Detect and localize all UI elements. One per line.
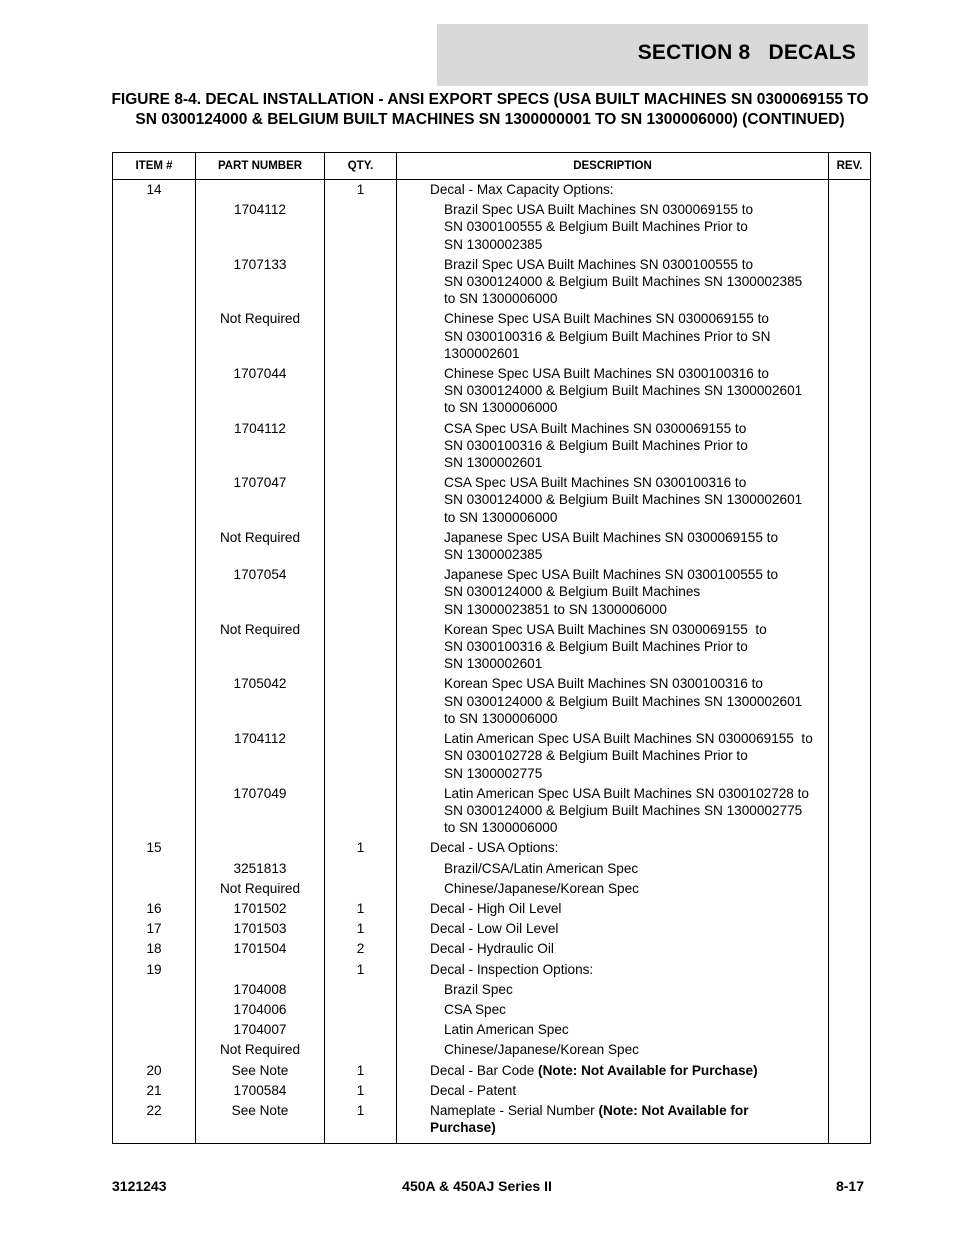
description: [397, 418, 829, 473]
revision: [829, 838, 871, 858]
quantity: 1: [325, 1060, 397, 1080]
item-number: [113, 473, 196, 528]
description-note: (Note: Not Available for Purchase): [538, 1062, 758, 1078]
item-number: 19: [113, 959, 196, 979]
revision: [829, 619, 871, 674]
part-number: 1705042: [196, 674, 325, 729]
table-row: [113, 959, 871, 979]
revision: [829, 527, 871, 564]
table-row: [113, 473, 871, 528]
quantity: 2: [325, 939, 397, 959]
part-number: 1701502: [196, 898, 325, 918]
description: [397, 309, 829, 364]
description: [397, 898, 829, 918]
table-row: [113, 1100, 871, 1143]
description-text: Decal - Hydraulic Oil: [430, 941, 554, 957]
table-row: [113, 919, 871, 939]
revision: [829, 364, 871, 419]
description: [397, 180, 829, 200]
part-number: 1707133: [196, 254, 325, 309]
revision: [829, 999, 871, 1019]
table-row: [113, 999, 871, 1019]
description: [397, 979, 829, 999]
part-number: 1700584: [196, 1080, 325, 1100]
item-number: [113, 783, 196, 838]
quantity: [325, 565, 397, 620]
item-number: [113, 999, 196, 1019]
table-row: [113, 254, 871, 309]
item-number: [113, 200, 196, 255]
description-text: Nameplate - Serial Number: [430, 1102, 599, 1118]
revision: [829, 1080, 871, 1100]
part-number: 1707044: [196, 364, 325, 419]
item-number: [113, 878, 196, 898]
item-number: [113, 729, 196, 784]
item-number: [113, 1040, 196, 1060]
revision: [829, 674, 871, 729]
description: [397, 878, 829, 898]
table-row: [113, 1060, 871, 1080]
part-number: 1707054: [196, 565, 325, 620]
item-number: [113, 364, 196, 419]
section-title: SECTION 8 DECALS: [637, 41, 856, 64]
description-text: Latin American Spec: [444, 1022, 569, 1038]
description-text: Decal - Bar Code: [430, 1062, 539, 1078]
item-number: [113, 527, 196, 564]
description: [397, 838, 829, 858]
revision: [829, 200, 871, 255]
description: [397, 959, 829, 979]
description: [397, 858, 829, 878]
quantity: [325, 527, 397, 564]
col-header-part-number: PART NUMBER: [196, 153, 325, 180]
description-text: Decal - Inspection Options:: [430, 961, 594, 977]
description: [397, 565, 829, 620]
description: [397, 1060, 829, 1080]
table-row: [113, 858, 871, 878]
quantity: 1: [325, 1080, 397, 1100]
quantity: [325, 200, 397, 255]
item-number: [113, 858, 196, 878]
section-banner: [437, 24, 868, 86]
description: [397, 1080, 829, 1100]
revision: [829, 783, 871, 838]
table-row: [113, 838, 871, 858]
description: [397, 1100, 829, 1143]
quantity: 1: [325, 838, 397, 858]
table-row: [113, 309, 871, 364]
quantity: [325, 979, 397, 999]
table-row: [113, 1040, 871, 1060]
table-row: [113, 674, 871, 729]
table-row: [113, 418, 871, 473]
quantity: [325, 783, 397, 838]
quantity: 1: [325, 1100, 397, 1143]
quantity: 1: [325, 959, 397, 979]
item-number: 21: [113, 1080, 196, 1100]
revision: [829, 919, 871, 939]
description-text: Brazil Spec USA Built Machines SN 0300100555 to SN 0300124000 & Belgium Built Machines SN 1300002385 to SN 1300006000: [444, 256, 803, 307]
quantity: [325, 619, 397, 674]
description-text: Brazil/CSA/Latin American Spec: [444, 860, 639, 876]
revision: [829, 565, 871, 620]
item-number: 14: [113, 180, 196, 200]
description-text: Latin American Spec USA Built Machines SN 0300069155 to SN 0300102728 & Belgium Built Machines Prior to SN 1300002775: [444, 731, 813, 781]
table-row: [113, 939, 871, 959]
description-text: Chinese Spec USA Built Machines SN 0300100316 to SN 0300124000 & Belgium Built Machines SN 1300002601 to SN 1300006000: [444, 366, 803, 416]
table-row: [113, 878, 871, 898]
quantity: [325, 1040, 397, 1060]
part-number: Not Required: [196, 619, 325, 674]
part-number: [196, 180, 325, 200]
revision: [829, 1100, 871, 1143]
part-number: [196, 838, 325, 858]
footer-page-number: 8-17: [835, 1178, 864, 1194]
description: [397, 783, 829, 838]
table-row: [113, 565, 871, 620]
revision: [829, 1020, 871, 1040]
table-row: [113, 527, 871, 564]
description: [397, 919, 829, 939]
item-number: 17: [113, 919, 196, 939]
table-row: [113, 783, 871, 838]
table-row: [113, 729, 871, 784]
description: [397, 999, 829, 1019]
quantity: [325, 858, 397, 878]
item-number: [113, 1020, 196, 1040]
col-header-item: ITEM #: [113, 153, 196, 180]
table-row: [113, 1020, 871, 1040]
quantity: [325, 674, 397, 729]
revision: [829, 1040, 871, 1060]
part-number: 1707049: [196, 783, 325, 838]
part-number: 1704112: [196, 729, 325, 784]
revision: [829, 979, 871, 999]
description-text: CSA Spec USA Built Machines SN 0300069155 to SN 0300100316 & Belgium Built Machines Prior to SN 1300002601: [444, 420, 748, 471]
part-number: Not Required: [196, 527, 325, 564]
item-number: [113, 619, 196, 674]
quantity: [325, 254, 397, 309]
revision: [829, 858, 871, 878]
description-text: Chinese Spec USA Built Machines SN 0300069155 to SN 0300100316 & Belgium Built Machines Prior to SN 1300002601: [444, 311, 771, 361]
part-number: 1704112: [196, 200, 325, 255]
description: [397, 1040, 829, 1060]
table-row: [113, 180, 871, 200]
revision: [829, 898, 871, 918]
col-header-description: DESCRIPTION: [397, 153, 829, 180]
item-number: 22: [113, 1100, 196, 1143]
description-text: CSA Spec USA Built Machines SN 0300100316 to SN 0300124000 & Belgium Built Machines SN 1300002601 to SN 1300006000: [444, 475, 803, 525]
table-header-row: [113, 153, 871, 180]
description-text: Brazil Spec: [444, 981, 513, 997]
description: [397, 939, 829, 959]
part-number: See Note: [196, 1060, 325, 1080]
description-text: Japanese Spec USA Built Machines SN 0300100555 to SN 0300124000 & Belgium Built Machines SN 13000023851 to SN 1300006000: [444, 567, 779, 617]
part-number: 3251813: [196, 858, 325, 878]
quantity: [325, 999, 397, 1019]
parts-table: [112, 152, 871, 1144]
description: [397, 473, 829, 528]
revision: [829, 1060, 871, 1080]
item-number: [113, 254, 196, 309]
part-number: See Note: [196, 1100, 325, 1143]
part-number: Not Required: [196, 878, 325, 898]
description-text: Chinese/Japanese/Korean Spec: [444, 1042, 639, 1058]
description-text: Decal - High Oil Level: [430, 900, 562, 916]
item-number: 18: [113, 939, 196, 959]
revision: [829, 418, 871, 473]
part-number: 1704112: [196, 418, 325, 473]
item-number: [113, 418, 196, 473]
revision: [829, 959, 871, 979]
footer-model: 450A & 450AJ Series II: [402, 1178, 552, 1194]
item-number: 16: [113, 898, 196, 918]
item-number: 20: [113, 1060, 196, 1080]
part-number: 1707047: [196, 473, 325, 528]
item-number: 15: [113, 838, 196, 858]
quantity: [325, 364, 397, 419]
revision: [829, 878, 871, 898]
description: [397, 619, 829, 674]
quantity: [325, 729, 397, 784]
description-note: (Note: Not Available for Purchase): [430, 1102, 749, 1136]
quantity: [325, 878, 397, 898]
description-text: Decal - USA Options:: [430, 840, 559, 856]
description-text: Korean Spec USA Built Machines SN 0300069155 to SN 0300100316 & Belgium Built Machines Prior to SN 1300002601: [444, 621, 767, 672]
description-text: Decal - Max Capacity Options:: [430, 182, 614, 197]
quantity: 1: [325, 898, 397, 918]
item-number: [113, 309, 196, 364]
description-text: Korean Spec USA Built Machines SN 0300100316 to SN 0300124000 & Belgium Built Machines SN 1300002601 to SN 1300006000: [444, 676, 803, 726]
part-number: 1701504: [196, 939, 325, 959]
quantity: [325, 309, 397, 364]
col-header-rev: REV.: [829, 153, 871, 180]
description: [397, 364, 829, 419]
description-text: Chinese/Japanese/Korean Spec: [444, 880, 639, 896]
description-text: Decal - Patent: [430, 1082, 517, 1098]
quantity: [325, 418, 397, 473]
quantity: 1: [325, 180, 397, 200]
col-header-qty: QTY.: [325, 153, 397, 180]
part-number: 1704008: [196, 979, 325, 999]
description-text: Brazil Spec USA Built Machines SN 0300069155 to SN 0300100555 & Belgium Built Machines Prior to SN 1300002385: [444, 202, 754, 252]
part-number: Not Required: [196, 1040, 325, 1060]
item-number: [113, 979, 196, 999]
table-row: [113, 1080, 871, 1100]
part-number: 1704006: [196, 999, 325, 1019]
description: [397, 200, 829, 255]
table-row: [113, 364, 871, 419]
revision: [829, 309, 871, 364]
part-number: 1704007: [196, 1020, 325, 1040]
footer-doc-number: 3121243: [112, 1178, 167, 1194]
revision: [829, 729, 871, 784]
description-text: Japanese Spec USA Built Machines SN 0300069155 to SN 1300002385: [444, 529, 779, 563]
table-row: [113, 200, 871, 255]
description-text: Latin American Spec USA Built Machines SN 0300102728 to SN 0300124000 & Belgium Built Machines SN 1300002775 to SN 1300006000: [444, 785, 809, 836]
description: [397, 729, 829, 784]
quantity: [325, 1020, 397, 1040]
description: [397, 254, 829, 309]
revision: [829, 473, 871, 528]
table-row: [113, 619, 871, 674]
revision: [829, 180, 871, 200]
revision: [829, 254, 871, 309]
description: [397, 674, 829, 729]
part-number: [196, 959, 325, 979]
description: [397, 1020, 829, 1040]
description-text: Decal - Low Oil Level: [430, 921, 559, 937]
description-text: CSA Spec: [444, 1001, 506, 1017]
part-number: Not Required: [196, 309, 325, 364]
parts-table-body: [113, 180, 871, 1144]
part-number: 1701503: [196, 919, 325, 939]
item-number: [113, 565, 196, 620]
table-row: [113, 979, 871, 999]
quantity: 1: [325, 919, 397, 939]
description: [397, 527, 829, 564]
table-row: [113, 898, 871, 918]
revision: [829, 939, 871, 959]
figure-title: FIGURE 8-4. DECAL INSTALLATION - ANSI EXPORT SPECS (USA BUILT MACHINES SN 0300069155 TO SN 0300124000 & BELGIUM BUILT MACHINES SN 1300000001 TO SN 1300006000) (CONTINUED): [111, 91, 869, 128]
item-number: [113, 674, 196, 729]
quantity: [325, 473, 397, 528]
